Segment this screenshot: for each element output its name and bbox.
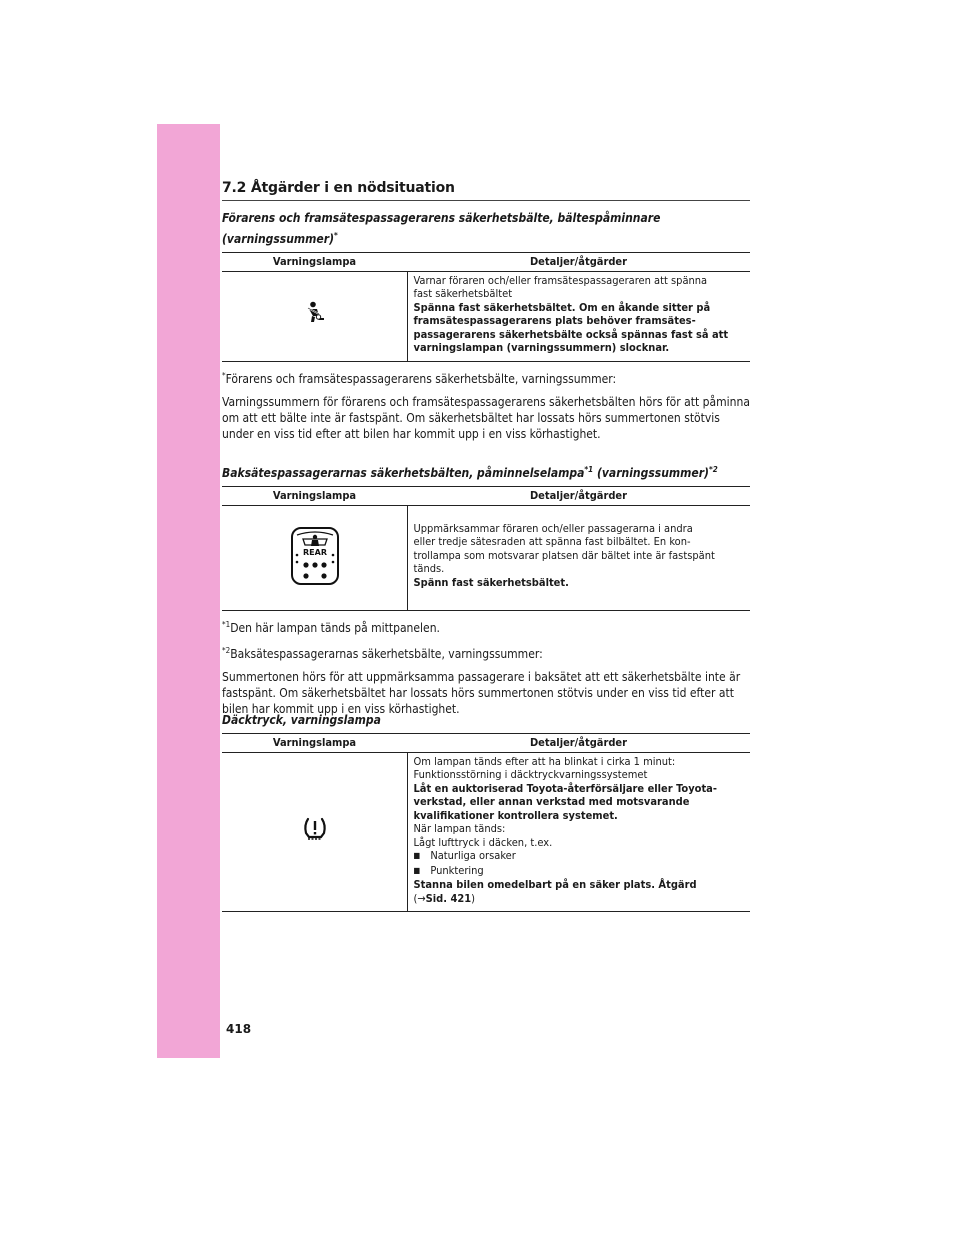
table-header-details: Detaljer/åtgärder (407, 253, 750, 272)
rear-seatbelt-table (222, 486, 750, 611)
front-footnote (222, 368, 750, 387)
rear-details-cell (407, 505, 750, 610)
table-header-lamp: Varningslampa (222, 734, 407, 753)
tire-details-cell (407, 752, 750, 912)
tire-detail-line: Om lampan tänds efter att ha blinkat i cirka 1 minut: (413, 754, 676, 768)
rear-title-mid: (varningssummer) (593, 466, 709, 480)
rear-paragraph: Summertonen hörs för att uppmärksamma passagerare i baksätet att ett säkerhetsbälte inte är fastspänt. Om säkerhetsbältet har lossats hörs summertonen stötvis under en viss tid efter att bilen har kommit upp i en viss körhastighet. (222, 669, 741, 716)
footnote-mark: *2 (222, 645, 231, 655)
tire-pressure-section (222, 712, 750, 912)
table-header-details: Detaljer/åtgärder (407, 734, 750, 753)
tire-detail-bold-line: Låt en auktoriserad Toyota-återförsäljare eller Toyota- (413, 781, 717, 795)
front-detail-line: Varnar föraren och/eller framsätespassageraren att spänna (413, 273, 708, 287)
tire-bullet-item: ■ Naturliga orsaker (414, 849, 747, 864)
seatbelt-warning-icon (304, 301, 326, 327)
front-footnote-text: Förarens och framsätespassagerarens säkerhetsbälte, varningssummer: (225, 371, 617, 386)
table-row (222, 271, 750, 361)
rear-title-footnote-mark: *2 (708, 465, 718, 474)
front-detail-bold-line: varningslampan (varningssummern) slocknar. (413, 341, 670, 354)
table-header-details: Detaljer/åtgärder (407, 487, 750, 506)
table-header-lamp: Varningslampa (222, 253, 407, 272)
front-title-footnote-mark: * (334, 231, 338, 240)
front-title-text: Förarens och framsätespassagerarens säkerhetsbälte, bältespåminnare (varningssummer) (222, 211, 661, 246)
rear-footnote-1-text: Den här lampan tänds på mittpanelen. (230, 620, 440, 635)
front-detail-bold-line: passagerarens säkerhetsbälte också spännas fast så att (413, 327, 729, 341)
front-seatbelt-section (222, 210, 750, 442)
footnote-mark: *1 (222, 619, 231, 629)
front-detail-bold-line: framsätespassagerarens plats behöver framsätes- (413, 314, 696, 327)
tire-pressure-title: Däcktryck, varningslampa (222, 713, 381, 727)
tire-detail-line: Lågt lufttryck i däcken, t.ex. (413, 835, 553, 849)
tire-detail-line: Funktionsstörning i däcktryckvarningssystemet (413, 768, 648, 781)
page-reference-link[interactable]: Sid. 421 (425, 891, 472, 905)
table-header-lamp: Varningslampa (222, 487, 407, 506)
rear-detail-line: trollampa som motsvarar platsen där bältet inte är fastspänt (413, 548, 715, 562)
ref-open: (→ (413, 891, 426, 905)
rear-icon-label: REAR (303, 547, 328, 557)
rear-title-text: Baksätespassagerarnas säkerhetsbälten, påminnelselampa (222, 466, 585, 480)
tire-detail-bold-line: verkstad, eller annan verkstad med motsvarande (413, 795, 690, 808)
rear-footnote-2-text: Baksätespassagerarnas säkerhetsbälte, varningssummer: (230, 646, 543, 661)
rear-seatbelt-section (222, 461, 750, 717)
front-seatbelt-title (222, 210, 750, 248)
rear-seatbelt-reminder-icon (289, 525, 341, 591)
rear-detail-line: Uppmärksammar föraren och/eller passagerarna i andra (413, 521, 693, 535)
front-details-cell (407, 271, 750, 361)
front-detail-line: fast säkerhetsbältet (413, 287, 513, 300)
tire-page-reference (414, 892, 747, 906)
table-row (222, 752, 750, 912)
rear-detail-line: eller tredje sätesraden att spänna fast bilbältet. En kon- (413, 535, 691, 549)
tire-pressure-table (222, 733, 750, 912)
rear-detail-line: tänds. (413, 562, 445, 576)
front-detail-bold-line: Spänna fast säkerhetsbältet. Om en åkande sitter på (413, 300, 711, 314)
rear-title-footnote-mark: *1 (584, 465, 594, 474)
section-title: 7.2 Åtgärder i en nödsituation (222, 180, 750, 201)
front-paragraph: Varningssummern för förarens och framsätespassagerarens säkerhetsbälten hörs för att påminna om att ett bälte inte är fastspänt. Om säkerhetsbältet har lossats hörs summertonen stötvis under en viss tid efter att bilen har kommit upp i en viss körhastighet. (222, 394, 750, 441)
rear-footnote-1 (222, 617, 750, 636)
tire-pressure-warning-icon (302, 815, 328, 845)
tire-bullet-item: ■ Punktering (414, 864, 747, 879)
ref-close: ) (471, 891, 475, 905)
footnote-mark: * (222, 370, 226, 380)
table-row (222, 505, 750, 610)
tire-detail-bold-line: Stanna bilen omedelbart på en säker plats. Åtgärd (413, 878, 697, 891)
page-side-tab (157, 124, 220, 1058)
rear-seatbelt-title (222, 461, 750, 482)
rear-detail-bold-line: Spänn fast säkerhetsbältet. (413, 575, 569, 589)
page-number: 418 (226, 1022, 252, 1036)
rear-footnote-2 (222, 643, 750, 662)
tire-detail-line: När lampan tänds: (413, 822, 506, 835)
tire-detail-bold-line: kvalifikationer kontrollera systemet. (413, 808, 618, 822)
front-seatbelt-table (222, 252, 750, 362)
